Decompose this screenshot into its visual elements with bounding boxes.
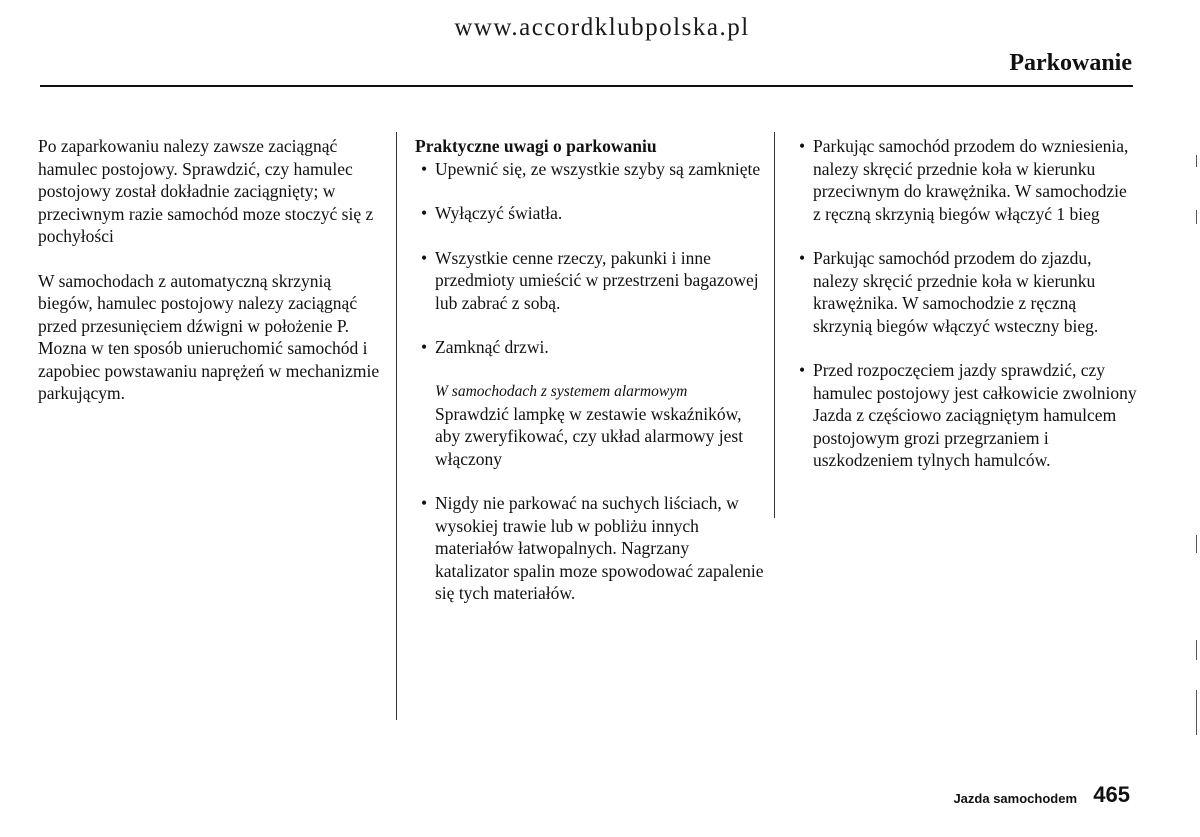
page-number: 465 bbox=[1093, 782, 1130, 807]
list-item: • Przed rozpoczęciem jazdy sprawdzić, czy hamulec postojowy jest całkowicie zwolniony Jazda z częściowo zaciągniętym hamulcem postojowym grozi przegrzaniem i uszkodzeniem tylnych hamulców. bbox=[793, 359, 1138, 472]
parking-tips-list-continued bbox=[415, 492, 765, 605]
column-divider-2 bbox=[774, 132, 775, 518]
parking-tips-heading: Praktyczne uwagi o parkowaniu bbox=[415, 136, 657, 156]
footer-section-label: Jazda samochodem bbox=[953, 791, 1077, 806]
header-rule bbox=[40, 85, 1133, 87]
site-url: www.accordklubpolska.pl bbox=[454, 14, 750, 41]
slope-parking-list bbox=[793, 135, 1138, 472]
list-item: • Parkując samochód przodem do wzniesienia, nalezy skręcić przednie koła w kierunku przeciwnym do krawężnika. W samochodzie z ręczną skrzynią biegów włączyć 1 bieg bbox=[793, 135, 1138, 225]
list-item: • Nigdy nie parkować na suchych liściach, w wysokiej trawie lub w pobliżu innych materiałów łatwopalnych. Nagrzany katalizator spalin moze spowodować zapalenie się tych materiałów. bbox=[415, 492, 765, 605]
alarm-system-note bbox=[415, 381, 765, 471]
section-title: Parkowanie bbox=[1009, 50, 1132, 76]
parking-tips-list bbox=[415, 158, 765, 359]
alarm-note-label: W samochodach z systemem alarmowym bbox=[435, 382, 688, 400]
paragraph-parking-brake: Po zaparkowaniu nalezy zawsze zaciągnąć hamulec postojowy. Sprawdzić, czy hamulec postojowy został dokładnie zaciągnięty; w przeciwnym razie samochód moze stoczyć się z pochyłości bbox=[38, 136, 374, 246]
alarm-note-text: Sprawdzić lampkę w zestawie wskaźników, aby zweryfikować, czy układ alarmowy jest włączony bbox=[435, 403, 744, 469]
scan-edge-mark bbox=[1196, 690, 1197, 735]
list-item: • Wyłączyć światła. bbox=[415, 202, 765, 225]
column-divider-1 bbox=[396, 132, 397, 720]
list-item: • Zamknąć drzwi. bbox=[415, 336, 765, 359]
scan-edge-mark bbox=[1196, 210, 1197, 224]
scan-edge-mark bbox=[1196, 155, 1197, 167]
scan-edge-mark bbox=[1196, 640, 1197, 660]
list-item: • Parkując samochód przodem do zjazdu, nalezy skręcić przednie koła w kierunku krawężnika. W samochodzie z ręczną skrzynią biegów włączyć wsteczny bieg. bbox=[793, 247, 1138, 337]
column-3 bbox=[793, 135, 1138, 494]
list-item: • Upewnić się, ze wszystkie szyby są zamknięte bbox=[415, 158, 765, 181]
scan-edge-mark bbox=[1196, 535, 1197, 553]
column-2 bbox=[415, 135, 765, 627]
column-1 bbox=[38, 135, 388, 427]
list-item: • Wszystkie cenne rzeczy, pakunki i inne przedmioty umieścić w przestrzeni bagazowej lub zabrać z sobą. bbox=[415, 247, 765, 315]
paragraph-automatic-transmission: W samochodach z automatyczną skrzynią biegów, hamulec postojowy nalezy zaciągnąć przed przesunięciem dźwigni w położenie P. Mozna w ten sposób unieruchomić samochód i zapobiec powstawaniu naprężeń w mechanizmie parkującym. bbox=[38, 270, 380, 403]
